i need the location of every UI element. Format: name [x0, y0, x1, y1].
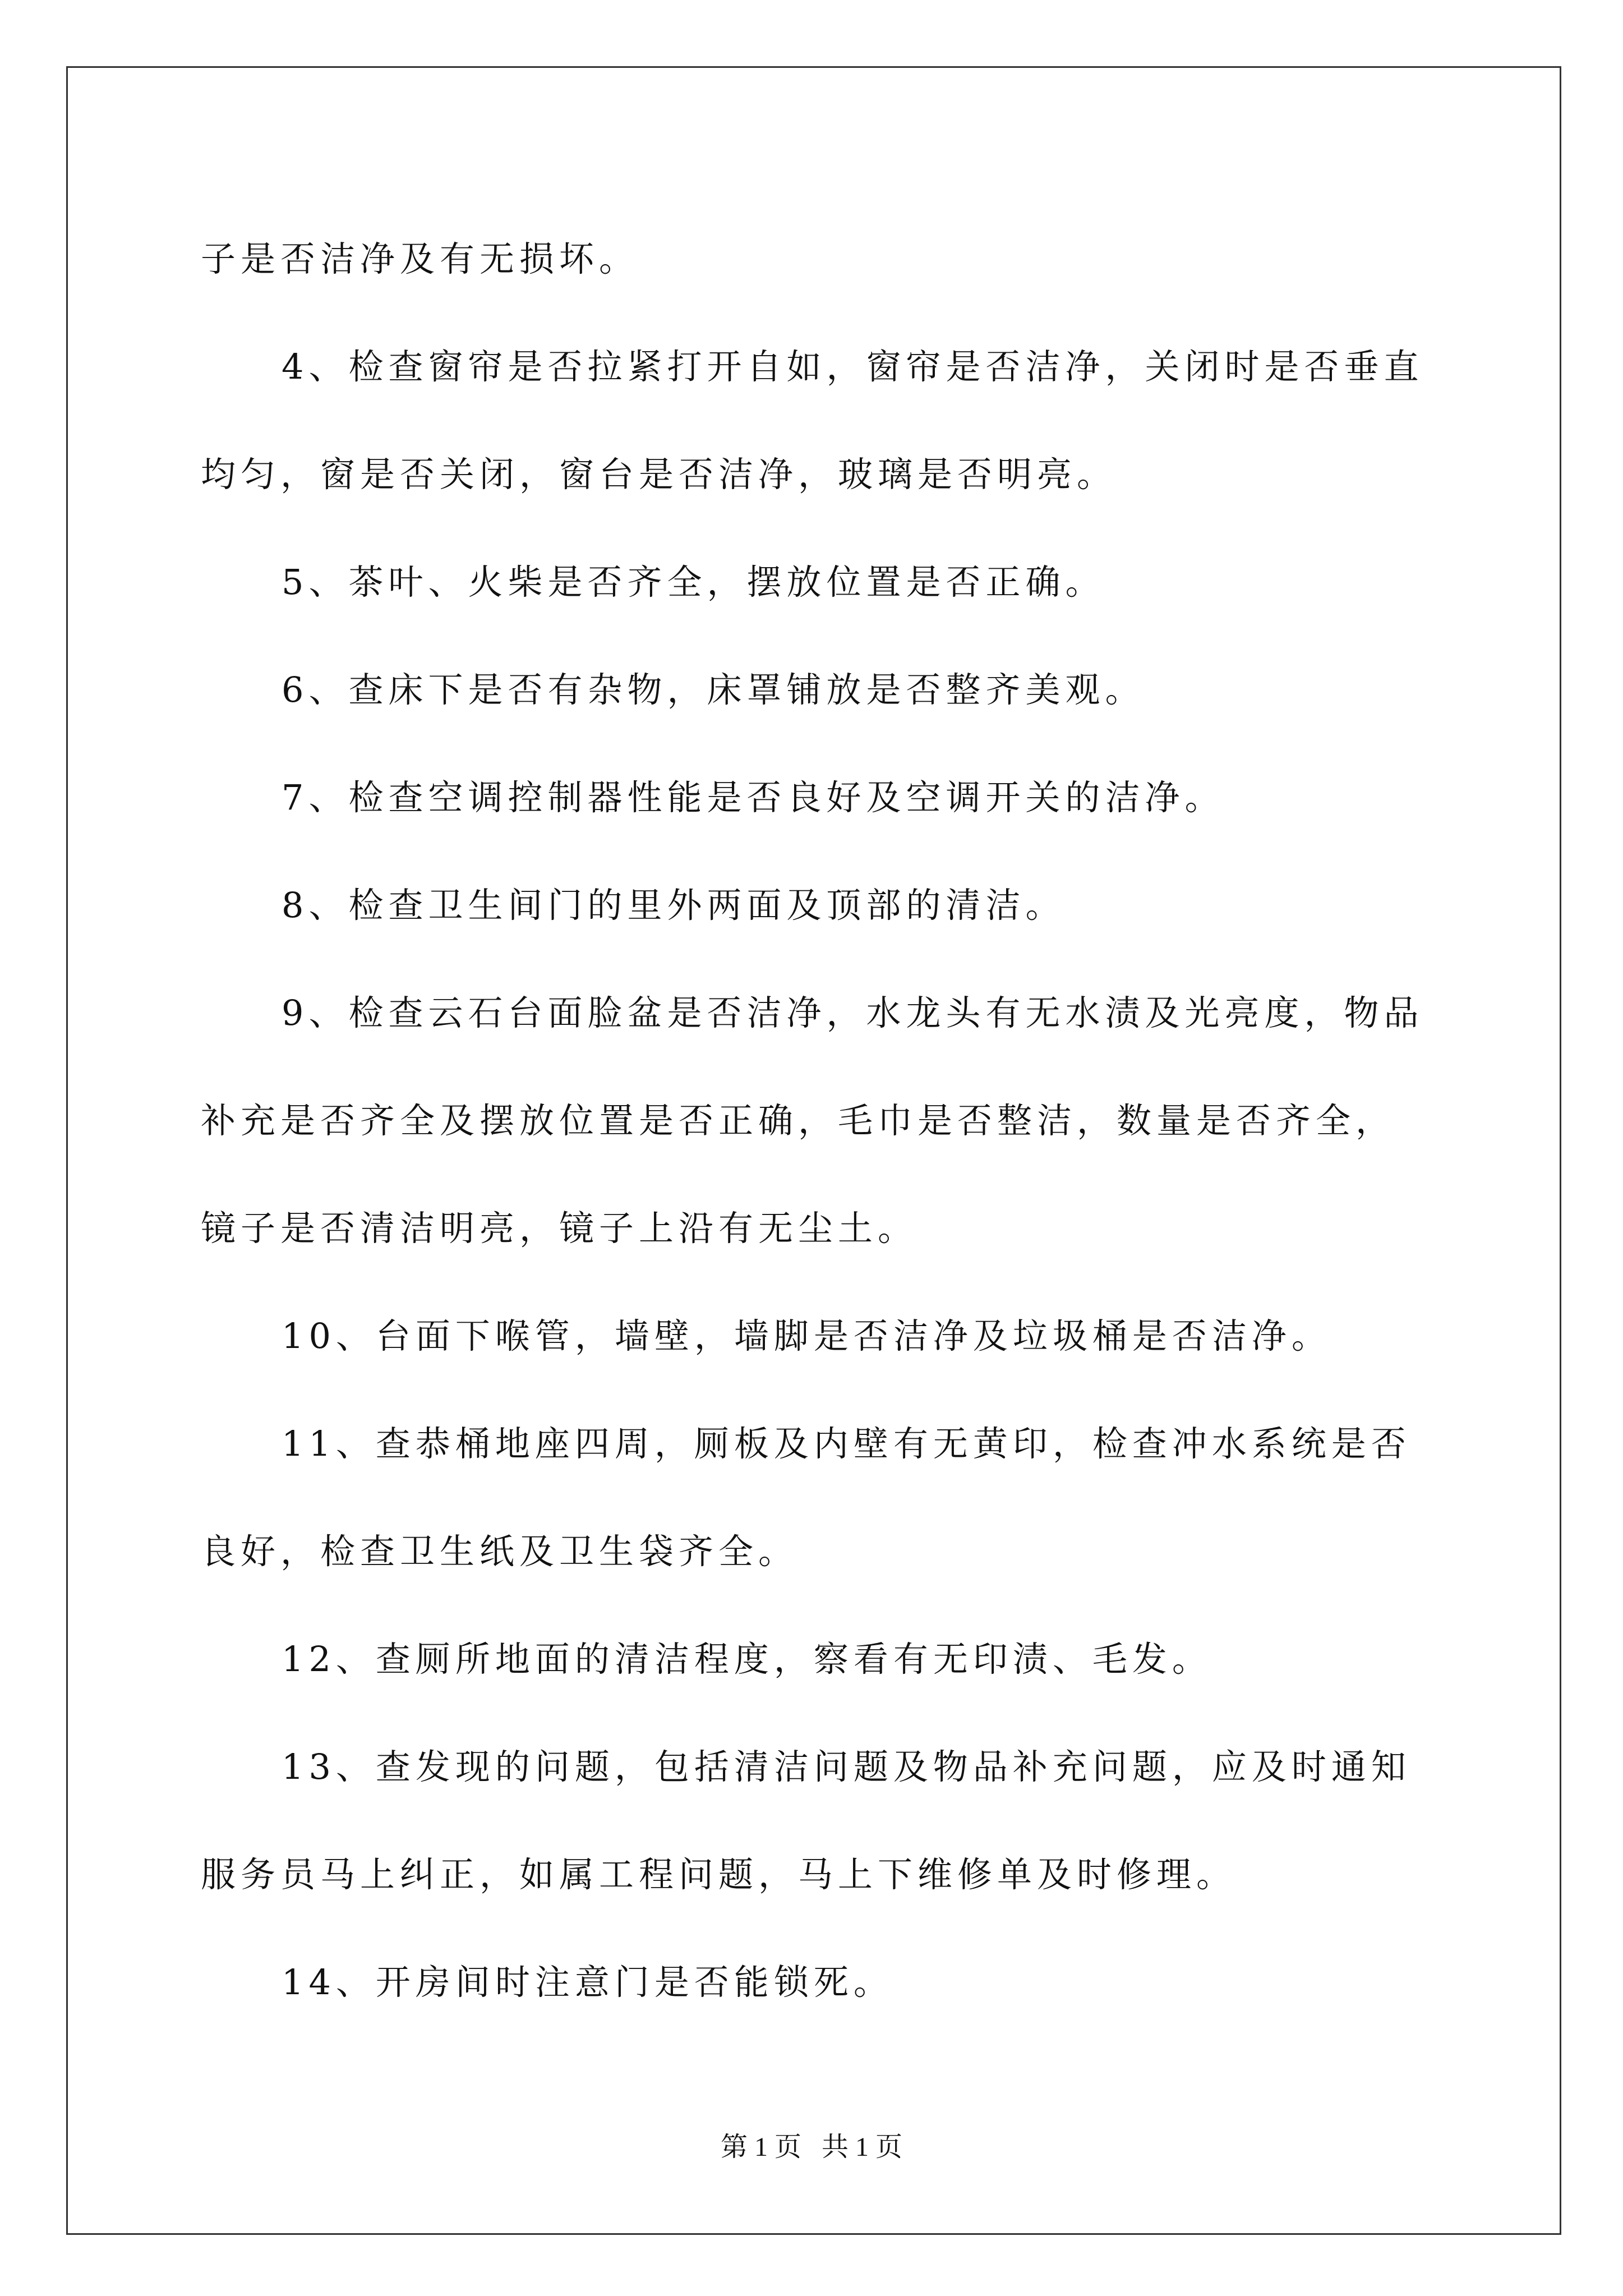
- paragraph: [201, 205, 1429, 313]
- text-line: 均匀，窗是否关闭，窗台是否洁净，玻璃是否明亮。: [201, 454, 1117, 495]
- text-line: 10、台面下喉管，墙壁，墙脚是否洁净及垃圾桶是否洁净。: [282, 1315, 1331, 1356]
- text-line: 补充是否齐全及摆放位置是否正确，毛巾是否整洁，数量是否齐全，: [201, 1100, 1396, 1141]
- paragraph: [201, 959, 1429, 1282]
- text-line: 8、检查卫生间门的里外两面及顶部的清洁。: [282, 885, 1066, 926]
- text-line: 5、茶叶、火柴是否齐全，摆放位置是否正确。: [282, 562, 1105, 602]
- paragraph: [201, 744, 1429, 852]
- paragraph: [201, 1929, 1429, 2036]
- paragraph: [201, 852, 1429, 959]
- page-footer: 第 1 页 共 1 页: [720, 2132, 902, 2162]
- paragraph: [201, 636, 1429, 744]
- document-body: [201, 205, 1429, 2036]
- text-line: 9、检查云石台面脸盆是否洁净，水龙头有无水渍及光亮度，物品: [282, 992, 1424, 1033]
- paragraph: [201, 1282, 1429, 1390]
- text-line: 4、检查窗帘是否拉紧打开自如，窗帘是否洁净，关闭时是否垂直: [282, 346, 1424, 387]
- text-line: 13、查发现的问题，包括清洁问题及物品补充问题，应及时通知: [282, 1746, 1411, 1787]
- text-line: 14、开房间时注意门是否能锁死。: [282, 1962, 893, 2003]
- paragraph: [201, 1605, 1429, 1713]
- text-line: 良好，检查卫生纸及卫生袋齐全。: [201, 1531, 799, 1572]
- paragraph: [201, 528, 1429, 636]
- text-line: 12、查厕所地面的清洁程度，察看有无印渍、毛发。: [282, 1639, 1212, 1680]
- text-line: 子是否洁净及有无损坏。: [201, 238, 639, 279]
- text-line: 6、查床下是否有杂物，床罩铺放是否整齐美观。: [282, 669, 1145, 710]
- text-line: 7、检查空调控制器性能是否良好及空调开关的洁净。: [282, 777, 1225, 818]
- text-line: 镜子是否清洁明亮，镜子上沿有无尘土。: [201, 1208, 918, 1249]
- text-line: 11、查恭桶地座四周，厕板及内壁有无黄印，检查冲水系统是否: [282, 1423, 1411, 1464]
- paragraph: [201, 313, 1429, 528]
- paragraph: [201, 1713, 1429, 1929]
- text-line: 服务员马上纠正，如属工程问题，马上下维修单及时修理。: [201, 1854, 1237, 1895]
- paragraph: [201, 1390, 1429, 1605]
